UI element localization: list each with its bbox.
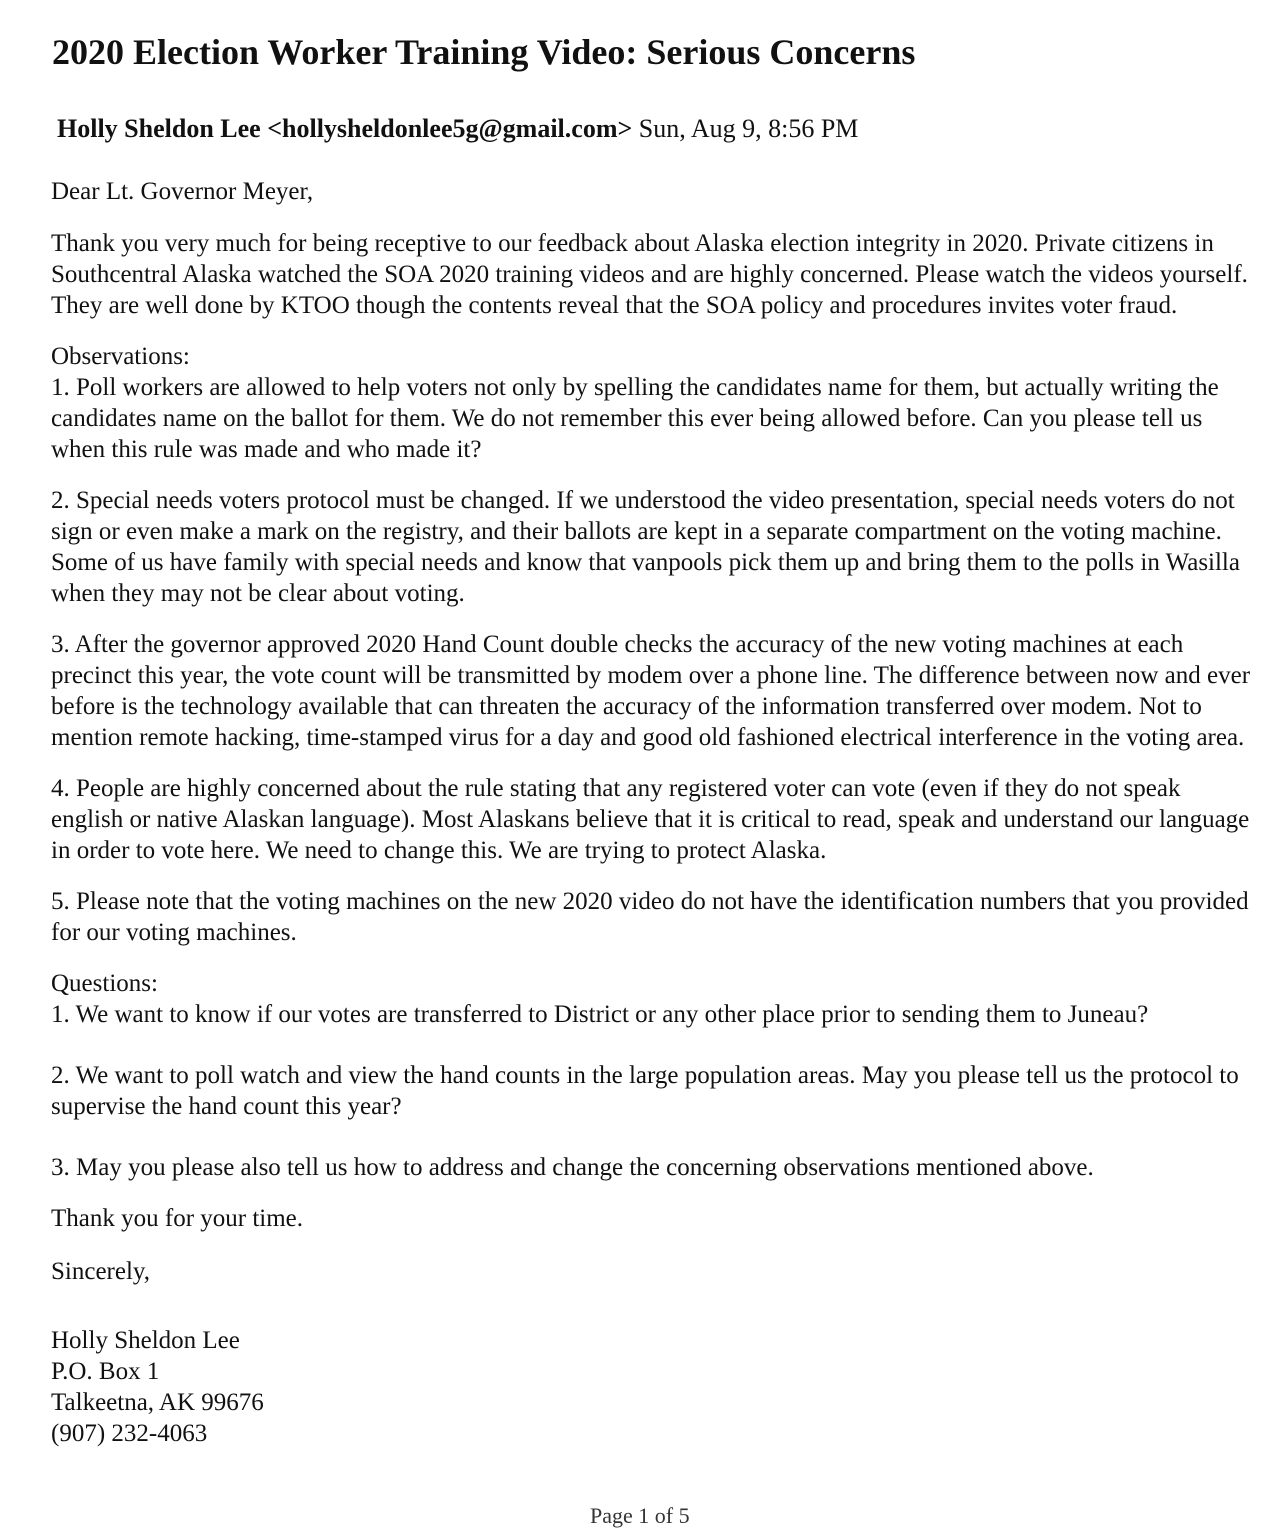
sent-date: Sun, Aug 9, 8:56 PM: [638, 114, 859, 143]
question-item: 2. We want to poll watch and view the hand counts in the large population areas. May you please tell us the protocol to supervise the hand count this year?: [51, 1062, 1239, 1120]
salutation: Dear Lt. Governor Meyer,: [51, 178, 314, 205]
observation-item: 2. Special needs voters protocol must be changed. If we understood the video presentation, special needs voters do not sign or even make a mark on the registry, and their ballots are kept in a separate compartment on the voting machine. Some of us have family with special needs and know that vanpools pick them up and bring them to the polls in Wasilla when they may not be clear about voting.: [51, 487, 1240, 607]
sender: Holly Sheldon Lee <hollysheldonlee5g@gmail.com>: [57, 114, 633, 143]
signoff: Sincerely,: [51, 1258, 151, 1285]
signature-phone: (907) 232-4063: [51, 1420, 208, 1447]
observations-heading: Observations:: [51, 343, 190, 370]
observation-item: 3. After the governor approved 2020 Hand Count double checks the accuracy of the new voting machines at each precinct this year, the vote count will be transmitted by modem over a phone line. The difference between now and ever before is the technology available that can threaten the accuracy of the information transferred over modem. Not to mention remote hacking, time-stamped virus for a day and good old fashioned electrical interference in the voting area.: [51, 631, 1251, 751]
observation-item: 4. People are highly concerned about the rule stating that any registered voter can vote (even if they do not speak english or native Alaskan language). Most Alaskans believe that it is critical to read, speak and understand our language in order to vote here. We need to change this. We are trying to protect Alaska.: [51, 775, 1250, 864]
signature-name: Holly Sheldon Lee: [51, 1327, 240, 1354]
letter-body: [51, 176, 1251, 1449]
observation-item: 1. Poll workers are allowed to help voters not only by spelling the candidates name for them, but actually writing the candidates name on the ballot for them. We do not remember this ever being allowed before. Can you please tell us when this rule was made and who made it?: [51, 374, 1219, 463]
observation-item: 5. Please note that the voting machines on the new 2020 video do not have the identification numbers that you provided for our voting machines.: [51, 888, 1249, 946]
closing-line: Thank you for your time.: [51, 1205, 304, 1232]
question-item: 1. We want to know if our votes are transferred to District or any other place prior to sending them to Juneau?: [51, 1001, 1149, 1028]
email-header: [57, 112, 858, 146]
intro-paragraph: Thank you very much for being receptive to our feedback about Alaska election integrity in 2020. Private citizens in Southcentral Alaska watched the SOA 2020 training videos and are highly concerned. Please watch the videos yourself. They are well done by KTOO though the contents reveal that the SOA policy and procedures invites voter fraud.: [51, 230, 1248, 319]
signature-block: [51, 1325, 1251, 1449]
question-item: 3. May you please also tell us how to address and change the concerning observations mentioned above.: [51, 1154, 1094, 1181]
signature-city: Talkeetna, AK 99676: [51, 1389, 264, 1416]
questions-heading: Questions:: [51, 970, 158, 997]
document-title: 2020 Election Worker Training Video: Serious Concerns: [52, 32, 916, 72]
signature-po-box: P.O. Box 1: [51, 1358, 160, 1385]
page-number: Page 1 of 5: [590, 1503, 690, 1528]
